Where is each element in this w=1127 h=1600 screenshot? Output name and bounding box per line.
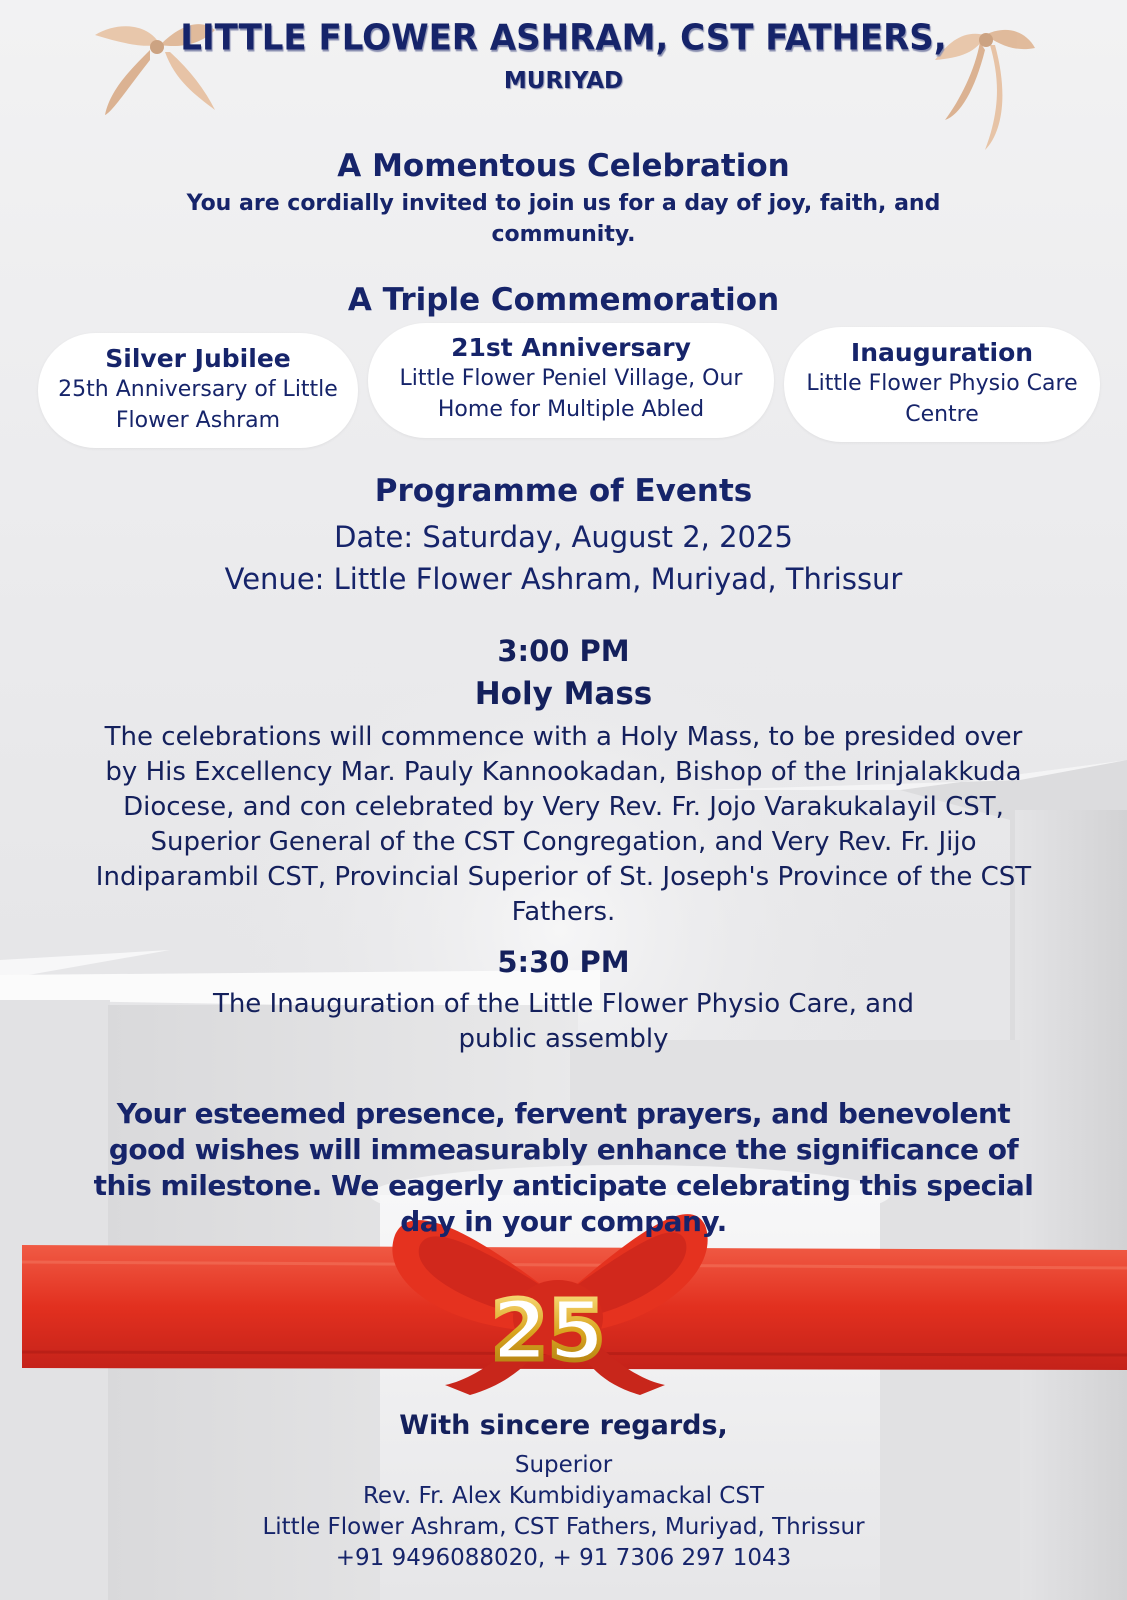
- anniversary-25-badge: [483, 1285, 613, 1375]
- event-description-inauguration: The Inauguration of the Little Flower Physio Care, and public assembly: [212, 989, 915, 1054]
- card-text: Little Flower Peniel Village, Our Home for Multiple Abled: [399, 366, 743, 422]
- closing-message: Your esteemed presence, fervent prayers, and benevolent good wishes will immeasurably enhance the significance of this milestone. We eagerly anticipate celebrating this special day in your company.: [93, 1097, 1034, 1238]
- card-text: 25th Anniversary of Little Flower Ashram: [58, 377, 338, 433]
- regards-line: With sincere regards,: [399, 1410, 728, 1441]
- organization-title: LITTLE FLOWER ASHRAM, CST FATHERS,: [180, 17, 947, 59]
- event-venue: Venue: Little Flower Ashram, Muriyad, Thrissur: [224, 562, 903, 596]
- event-description-holy-mass: The celebrations will commence with a Holy Mass, to be presided over by His Excellency Mar. Pauly Kannookadan, Bishop of the Irinjalakkuda Diocese, and con celebrated by Very Rev. Fr. Jojo Varakukalayil CST, Superior General of the CST Congregation, and Very Rev. Fr. Jijo Indiparambil CST, Provincial Superior of St. Joseph's Province of the CST Fathers.: [95, 722, 1032, 927]
- organization-location: MURIYAD: [503, 68, 624, 94]
- event-title-holy-mass: Holy Mass: [474, 676, 653, 712]
- card-text: Little Flower Physio Care Centre: [806, 371, 1078, 427]
- invitation-text: You are cordially invited to join us for a day of joy, faith, and community.: [186, 191, 941, 247]
- event-date: Date: Saturday, August 2, 2025: [334, 520, 793, 554]
- commemoration-card-21st-anniversary: [368, 323, 774, 438]
- signatory-role: Superior: [514, 1452, 613, 1478]
- event-time-holy-mass: 3:00 PM: [497, 634, 630, 668]
- card-title: Inauguration: [850, 338, 1034, 367]
- commemoration-card-inauguration: [784, 327, 1100, 442]
- card-title: Silver Jubilee: [105, 344, 291, 373]
- contact-phones: +91 9496088020, + 91 7306 297 1043: [335, 1545, 792, 1571]
- commemoration-card-silver-jubilee: [38, 333, 358, 448]
- signatory-name: Rev. Fr. Alex Kumbidiyamackal CST: [362, 1483, 765, 1509]
- signatory-organization: Little Flower Ashram, CST Fathers, Muriyad, Thrissur: [262, 1514, 865, 1540]
- commemoration-heading: A Triple Commemoration: [347, 282, 780, 318]
- badge-number: 25: [490, 1285, 606, 1375]
- programme-heading: Programme of Events: [374, 473, 753, 509]
- event-time-inauguration: 5:30 PM: [497, 945, 630, 979]
- card-title: 21st Anniversary: [451, 333, 691, 362]
- celebration-heading: A Momentous Celebration: [337, 148, 790, 184]
